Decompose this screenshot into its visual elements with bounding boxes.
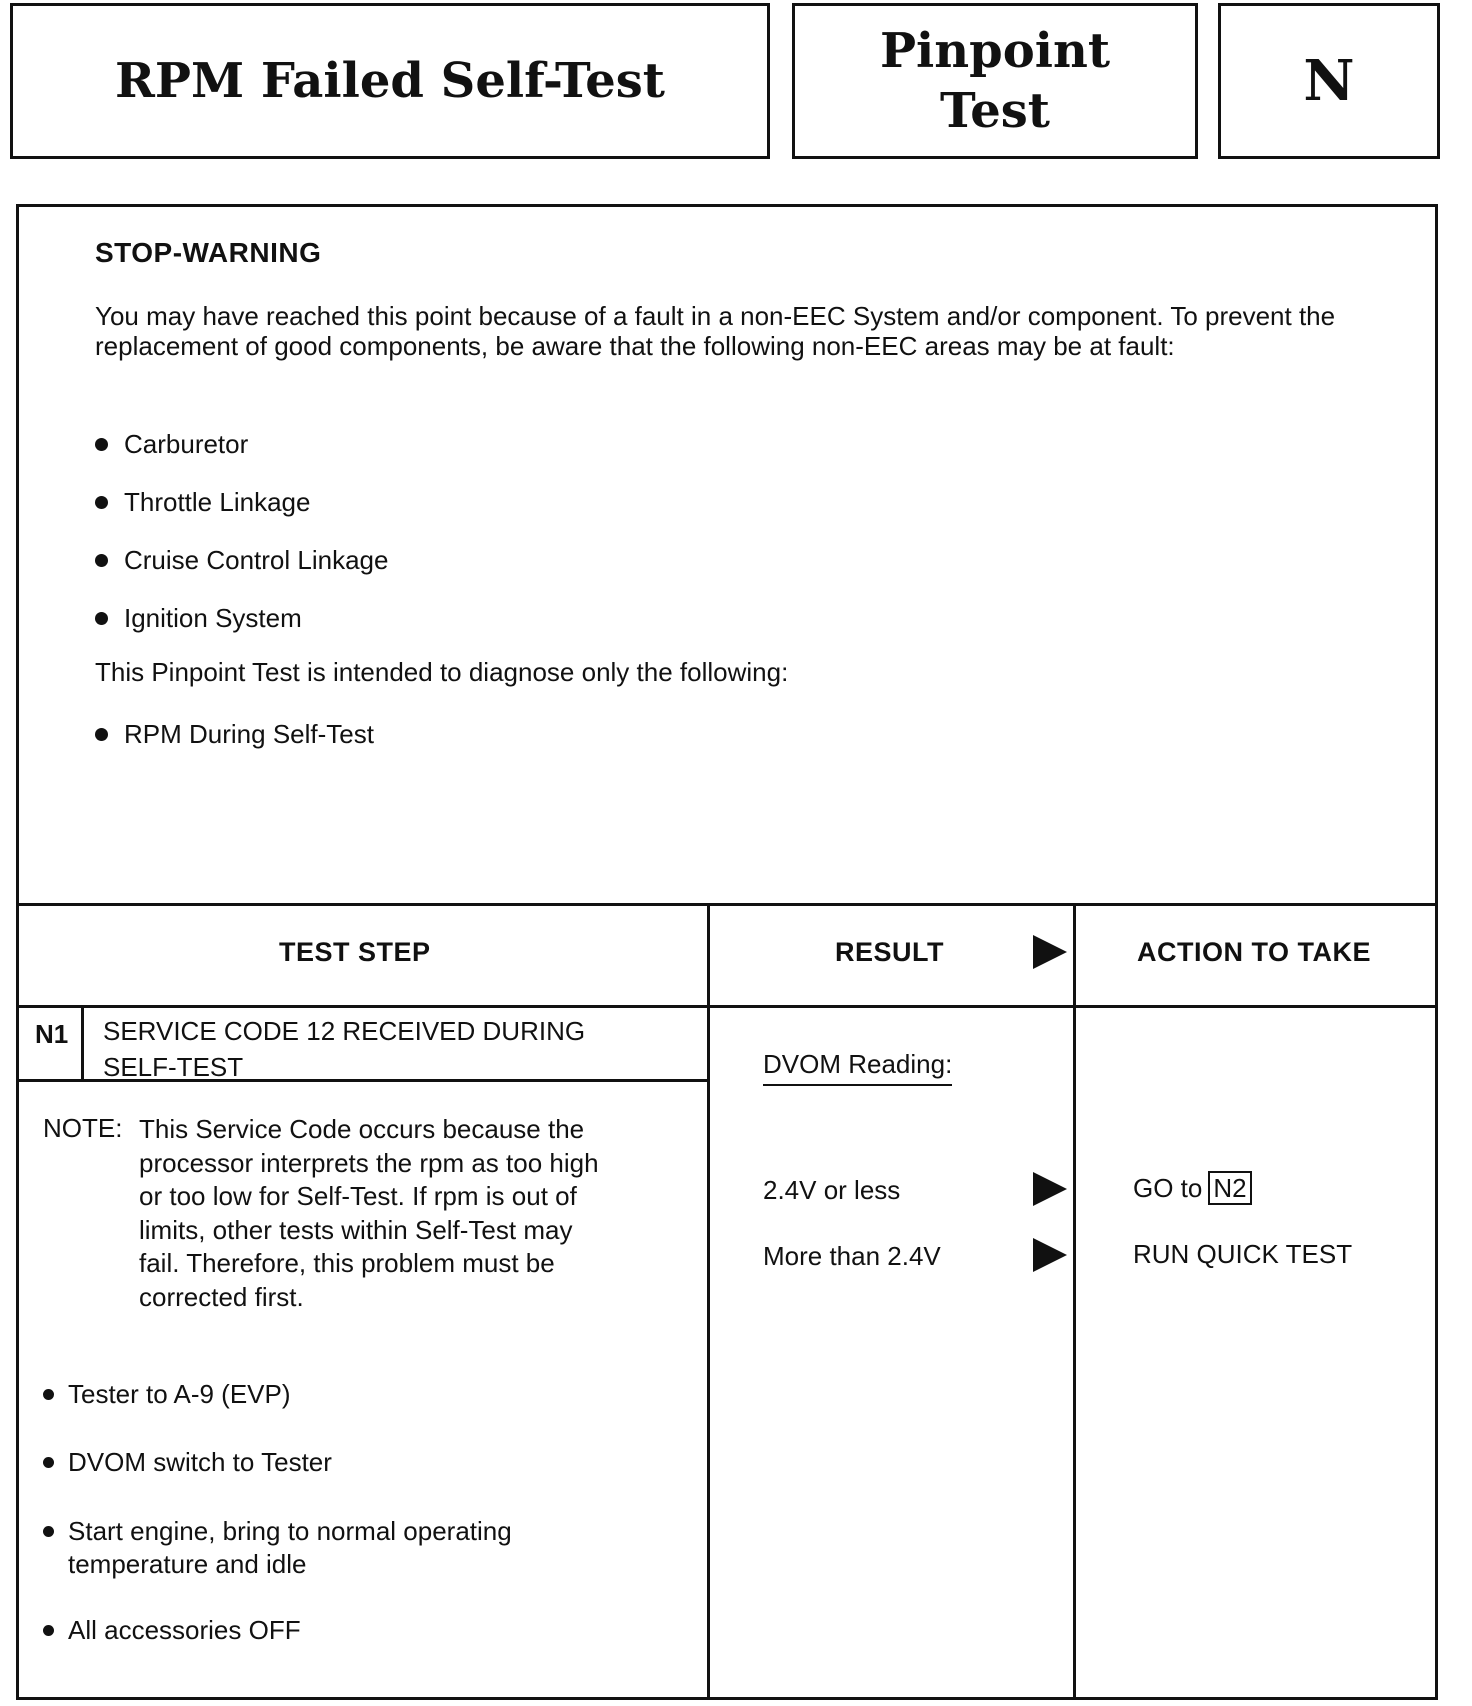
page-title-text: RPM Failed Self-Test (115, 53, 665, 109)
pinpoint-test-frame (16, 204, 1438, 1700)
step-ref-n2: N2 (1208, 1171, 1251, 1205)
step-bullet: Start engine, bring to normal operating temperature and idle (43, 1515, 528, 1581)
result-label: DVOM Reading: (763, 1049, 952, 1086)
warning-item: Carburetor (95, 429, 248, 459)
test-letter-box (1218, 3, 1440, 159)
test-letter: N (1303, 48, 1355, 114)
action-go-to: GO to N2 (1133, 1171, 1252, 1205)
warning-item: Ignition System (95, 603, 302, 633)
bullet-icon (43, 1526, 54, 1537)
column-header-action: ACTION TO TAKE (1137, 937, 1371, 967)
warning-title: STOP-WARNING (95, 237, 322, 268)
bullet-icon (43, 1389, 54, 1400)
bullet-icon (95, 496, 108, 509)
bullet-icon (43, 1457, 54, 1468)
note-text: This Service Code occurs because the processor interprets the rpm as too high or too low for Self-Test. If rpm is out of limits, other tests within Self-Test may fail. Therefore, this problem must be corrected first. (139, 1114, 599, 1312)
test-type-line2: Test (940, 83, 1050, 139)
column-header-result: RESULT (835, 937, 944, 967)
action-run-quick-test: RUN QUICK TEST (1133, 1239, 1353, 1269)
table-header-rule (19, 1005, 1435, 1008)
bullet-icon (95, 612, 108, 625)
page-title (10, 3, 770, 159)
intended-item: RPM During Self-Test (95, 719, 374, 749)
bullet-icon (95, 438, 108, 451)
step-bullet: All accessories OFF (43, 1615, 301, 1645)
column-divider-result (1073, 903, 1076, 1697)
column-header-test-step: TEST STEP (279, 937, 431, 967)
result-condition: 2.4V or less (763, 1175, 901, 1205)
intended-text: This Pinpoint Test is intended to diagnose only the following: (95, 657, 789, 687)
arrow-right-icon (1033, 935, 1067, 969)
note-label: NOTE: (43, 1113, 123, 1143)
warning-item: Throttle Linkage (95, 487, 310, 517)
arrow-right-icon (1033, 1172, 1067, 1206)
warning-item: Cruise Control Linkage (95, 545, 388, 575)
step-bullet: DVOM switch to Tester (43, 1447, 332, 1477)
result-condition: More than 2.4V (763, 1241, 941, 1271)
warning-text: You may have reached this point because of a fault in a non-EEC System and/or component. To prevent the replacement of good components, be aware that the following non-EEC areas may be at fault: (95, 301, 1336, 361)
step-id: N1 (35, 1019, 69, 1049)
table-top-rule (19, 903, 1435, 906)
arrow-right-icon (1033, 1238, 1067, 1272)
column-divider-step (707, 903, 710, 1697)
step-bullet: Tester to A-9 (EVP) (43, 1379, 291, 1409)
test-type-box (792, 3, 1198, 159)
bullet-icon (95, 554, 108, 567)
bullet-icon (95, 728, 108, 741)
step-id-divider (81, 1005, 84, 1080)
bullet-icon (43, 1625, 54, 1636)
step-title: SERVICE CODE 12 RECEIVED DURING SELF-TEST (103, 1016, 586, 1082)
test-type-line1: Pinpoint (879, 23, 1111, 79)
